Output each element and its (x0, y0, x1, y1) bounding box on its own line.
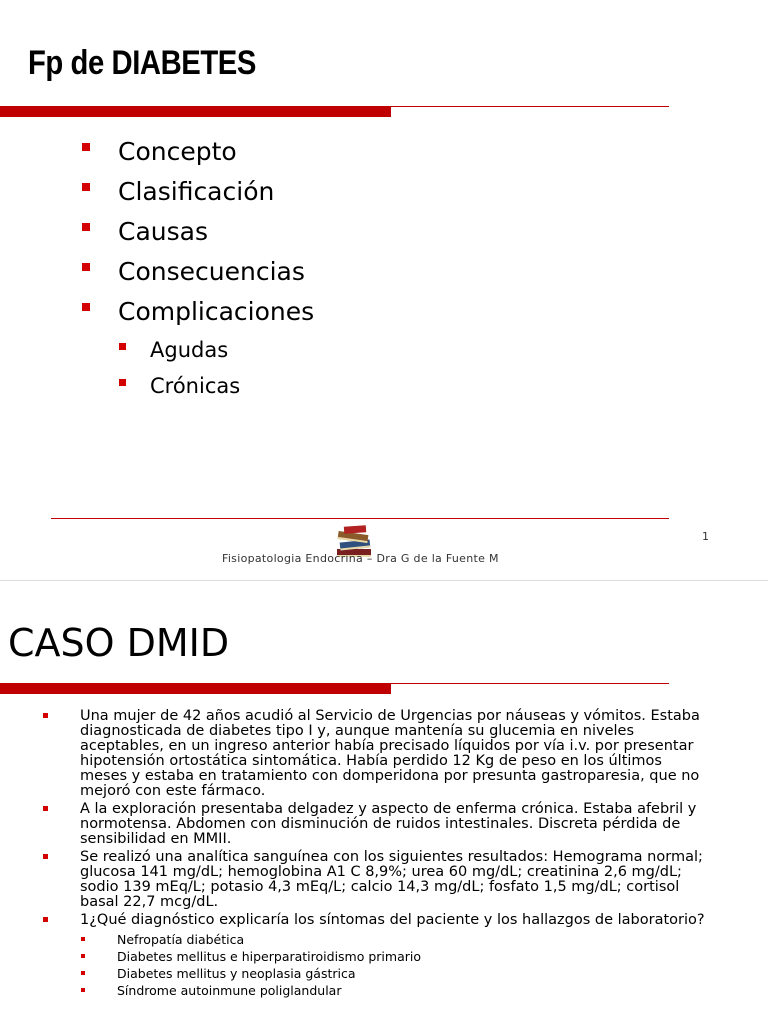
bullet-square-icon (43, 854, 48, 859)
answer-option-text: Diabetes mellitus e hiperparatiroidismo primario (117, 949, 421, 964)
bullet-square-icon (81, 971, 85, 975)
bullet-square-icon (82, 223, 90, 231)
bullet-square-icon (43, 806, 48, 811)
case-paragraph (0, 802, 710, 847)
list-item (82, 294, 314, 334)
sublist-item-label: Agudas (150, 338, 229, 362)
bullet-square-icon (82, 183, 90, 191)
bullet-square-icon (82, 263, 90, 271)
list-item (82, 174, 314, 214)
answer-option-text: Diabetes mellitus y neoplasia gástrica (117, 966, 356, 981)
bullet-square-icon (119, 379, 126, 386)
bullet-square-icon (43, 917, 48, 922)
answer-option-text: Nefropatía diabética (117, 932, 245, 947)
bullet-square-icon (81, 954, 85, 958)
bullet-square-icon (119, 343, 126, 350)
title-divider-line (391, 683, 669, 684)
title-divider-line (391, 106, 669, 107)
title-accent-bar (0, 106, 391, 117)
case-paragraph (0, 709, 710, 799)
bullet-square-icon (81, 988, 85, 992)
sublist-item (116, 370, 240, 406)
list-item-label: Concepto (118, 137, 237, 166)
topic-list (82, 134, 314, 334)
slide-title: CASO DMID (8, 621, 230, 665)
case-body (0, 709, 768, 999)
complications-sublist (116, 334, 240, 406)
list-item (82, 254, 314, 294)
answer-option (0, 982, 768, 999)
bullet-square-icon (43, 713, 48, 718)
case-paragraph-text: A la exploración presentaba delgadez y aspecto de enferma crónica. Estaba afebril y normotensa. Abdomen con disminución de ruidos intestinales. Discreta pérdida de sensibilidad en MMII. (80, 801, 697, 847)
case-paragraph (0, 850, 710, 910)
question-paragraph (0, 913, 710, 928)
case-paragraph-text: Una mujer de 42 años acudió al Servicio de Urgencias por náuseas y vómitos. Estaba diagnosticada de diabetes tipo I y, aunque mantenía su glucemia en niveles aceptables, en un ingreso anterior había precisado líquidos por vía i.v. por presentar hipotensión ortostática sintomática. Había perdido 12 Kg de peso en los últimos meses y estaba en tratamiento con domperidona por presunta gastroparesia, que no mejoró con este fármaco. (80, 708, 700, 799)
bullet-square-icon (81, 937, 85, 941)
answer-option (0, 948, 768, 965)
answer-option (0, 931, 768, 948)
list-item-label: Causas (118, 217, 208, 246)
sublist-item (116, 334, 240, 370)
title-accent-bar (0, 683, 391, 694)
page-number: 1 (702, 530, 709, 543)
answer-option-text: Síndrome autoinmune poliglandular (117, 983, 342, 998)
list-item-label: Clasificación (118, 177, 275, 206)
list-item (82, 134, 314, 174)
footer-divider-line (51, 518, 669, 519)
sublist-item-label: Crónicas (150, 374, 241, 398)
answer-option (0, 965, 768, 982)
list-item-label: Consecuencias (118, 257, 305, 286)
question-text: 1¿Qué diagnóstico explicaría los síntomas del paciente y los hallazgos de laboratorio? (80, 912, 705, 928)
case-paragraph-text: Se realizó una analítica sanguínea con los siguientes resultados: Hemograma normal; glucosa 141 mg/dL; hemoglobina A1 C 8,9%; urea 60 mg/dL; creatinina 2,6 mg/dL; sodio 139 mEq/L; potasio 4,3 mEq/L; calcio 14,3 mg/dL; fosfato 1,5 mg/dL; cortisol basal 22,7 mcg/dL. (80, 849, 703, 910)
bullet-square-icon (82, 143, 90, 151)
list-item (82, 214, 314, 254)
slide-footer: Fisiopatologia Endocrina – Dra G de la Fuente M (222, 552, 499, 565)
slide-title: Fp de DIABETES (28, 44, 256, 82)
bullet-square-icon (82, 303, 90, 311)
slide-2 (0, 580, 768, 1025)
list-item-label: Complicaciones (118, 297, 315, 326)
